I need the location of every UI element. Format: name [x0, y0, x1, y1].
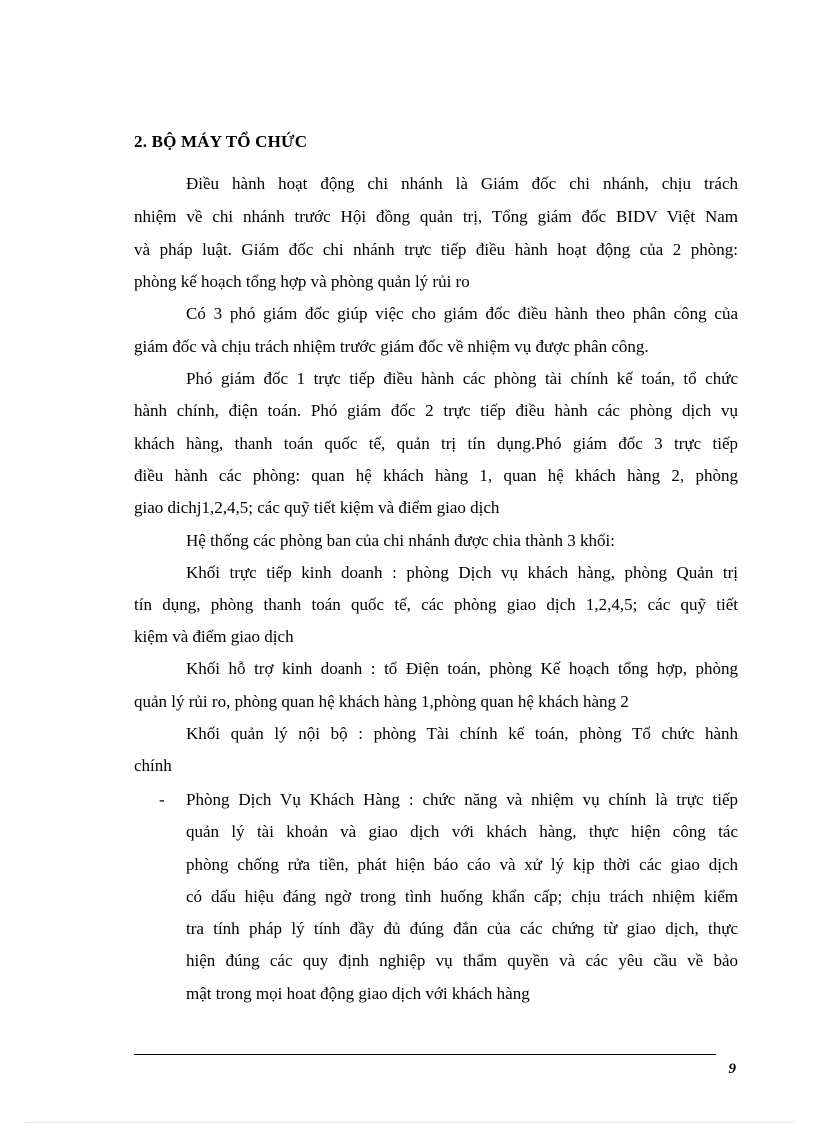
paragraph-line: chính: [134, 756, 172, 775]
bullet-line: Phòng Dịch Vụ Khách Hàng : chức năng và nhiệm vụ chính là trực tiếp: [186, 790, 738, 809]
paragraph-line: giao dichj1,2,4,5; các quỹ tiết kiệm và điểm giao dịch: [134, 498, 500, 517]
bullet-line: tra tính pháp lý tính đầy đủ đúng đắn của các chứng từ giao dịch, thực: [186, 919, 738, 938]
bullet-line: mật trong mọi hoat động giao dịch với khách hàng: [186, 984, 530, 1003]
bullet-line: quản lý tài khoản và giao dịch với khách hàng, thực hiện công tác: [186, 822, 738, 841]
bullet-line: hiện đúng các quy định nghiệp vụ thẩm quyền và các yêu cầu về bảo: [186, 951, 738, 970]
paragraph-line: phòng kế hoạch tổng hợp và phòng quản lý rủi ro: [134, 272, 470, 291]
bullet-marker: -: [159, 790, 165, 809]
paragraph-line: Có 3 phó giám đốc giúp việc cho giám đốc điều hành theo phân công của: [186, 304, 738, 323]
paragraph-line: giám đốc và chịu trách nhiệm trước giám đốc về nhiệm vụ được phân công.: [134, 337, 649, 356]
footer-rule: [134, 1054, 716, 1055]
paragraph-line: tín dụng, phòng thanh toán quốc tế, các phòng giao dịch 1,2,4,5; các quỹ tiết: [134, 595, 738, 614]
paragraph-line: Hệ thống các phòng ban của chi nhánh được chia thành 3 khối:: [186, 531, 615, 550]
paragraph-line: và pháp luật. Giám đốc chi nhánh trực tiếp điều hành hoạt động của 2 phòng:: [134, 240, 738, 259]
bullet-line: phòng chống rửa tiền, phát hiện báo cáo và xử lý kịp thời các giao dịch: [186, 855, 738, 874]
section-heading: 2. BỘ MÁY TỔ CHỨC: [134, 132, 308, 151]
paragraph-line: Khối hỗ trợ kinh doanh : tổ Điện toán, phòng Kế hoạch tổng hợp, phòng: [186, 659, 738, 678]
paragraph-line: điều hành các phòng: quan hệ khách hàng 1, quan hệ khách hàng 2, phòng: [134, 466, 738, 485]
paragraph-line: Điều hành hoạt động chi nhánh là Giám đốc chi nhánh, chịu trách: [186, 174, 738, 193]
paragraph-line: Khối quản lý nội bộ : phòng Tài chính kế toán, phòng Tổ chức hành: [186, 724, 738, 743]
paragraph-line: nhiệm về chi nhánh trước Hội đồng quản trị, Tổng giám đốc BIDV Việt Nam: [134, 207, 738, 226]
paragraph-line: quản lý rủi ro, phòng quan hệ khách hàng 1,phòng quan hệ khách hàng 2: [134, 692, 629, 711]
paragraph-line: khách hàng, thanh toán quốc tế, quản trị tín dụng.Phó giám đốc 3 trực tiếp: [134, 434, 738, 453]
paragraph-line: hành chính, điện toán. Phó giám đốc 2 trực tiếp điều hành các phòng dịch vụ: [134, 401, 738, 420]
paragraph-line: Phó giám đốc 1 trực tiếp điều hành các phòng tài chính kế toán, tổ chức: [186, 369, 738, 388]
paragraph-line: kiệm và điểm giao dịch: [134, 627, 294, 646]
bullet-line: có dấu hiệu đáng ngờ trong tình huống khẩn cấp; chịu trách nhiệm kiểm: [186, 887, 738, 906]
paragraph-line: Khối trực tiếp kinh doanh : phòng Dịch vụ khách hàng, phòng Quản trị: [186, 563, 738, 582]
page-number: 9: [728, 1061, 736, 1077]
